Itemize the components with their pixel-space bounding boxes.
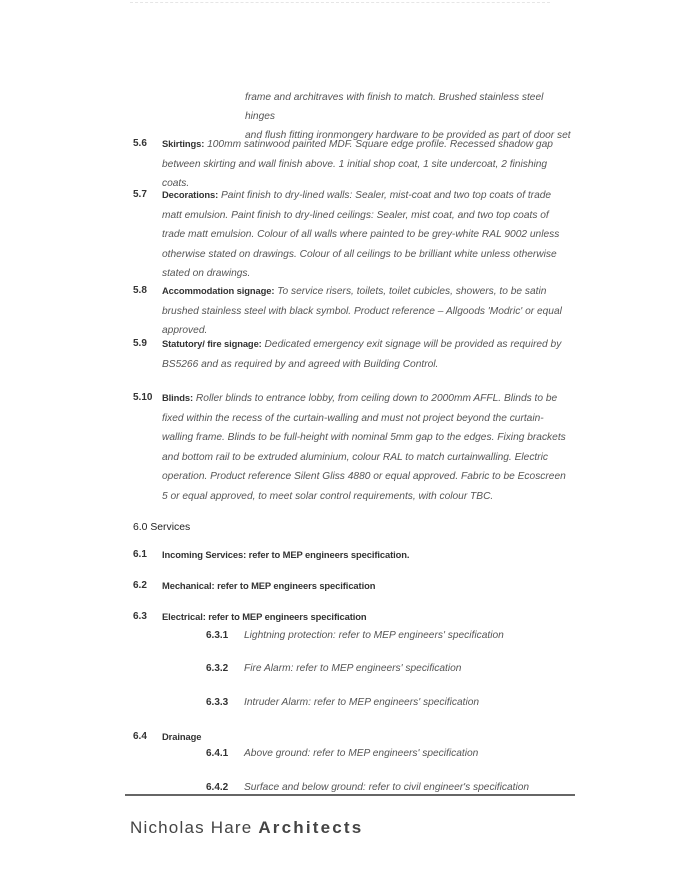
service-item-6-3 bbox=[133, 611, 573, 622]
service-number: 6.3 bbox=[133, 611, 147, 622]
sub-item-6-3-2 bbox=[206, 663, 566, 674]
service-number: 6.4 bbox=[133, 731, 147, 742]
clause-text: 100mm satinwood painted MDF. Square edge profile. Recessed shadow gap between skirting and wall finish above. 1 initial shop coat, 1 site undercoat, 2 finishing coats. bbox=[162, 139, 553, 189]
sub-item-6-4-2 bbox=[206, 782, 566, 793]
sub-item-text: Fire Alarm: refer to MEP engineers' specification bbox=[244, 663, 462, 674]
sub-item-text: Above ground: refer to MEP engineers' specification bbox=[244, 748, 479, 759]
clause-5-8 bbox=[133, 281, 573, 341]
clause-text: Dedicated emergency exit signage will be provided as required by BS5266 and as required by and agreed with Building Control. bbox=[162, 339, 562, 370]
clause-5-7 bbox=[133, 185, 573, 284]
firm-name: Nicholas Hare bbox=[130, 818, 253, 837]
clause-5-9 bbox=[133, 334, 573, 374]
clause-number: 5.6 bbox=[133, 138, 147, 149]
firm-name-strong: Architects bbox=[258, 818, 364, 837]
sub-item-6-3-3 bbox=[206, 697, 566, 708]
clause-number: 5.9 bbox=[133, 338, 147, 349]
service-item-6-4 bbox=[133, 731, 573, 742]
sub-item-number: 6.3.1 bbox=[206, 630, 229, 641]
clause-label: Decorations: bbox=[162, 189, 219, 200]
clause-label: Accommodation signage: bbox=[162, 285, 275, 296]
service-number: 6.1 bbox=[133, 549, 147, 560]
clause-label: Blinds: bbox=[162, 392, 194, 403]
sub-item-text: Intruder Alarm: refer to MEP engineers' specification bbox=[244, 697, 480, 708]
sub-item-text: Surface and below ground: refer to civil engineer's specification bbox=[244, 782, 530, 793]
section-heading-services: 6.0 Services bbox=[133, 522, 191, 533]
clause-label: Statutory/ fire signage: bbox=[162, 338, 262, 349]
clause-number: 5.8 bbox=[133, 285, 147, 296]
clause-number: 5.10 bbox=[133, 392, 153, 403]
sub-item-6-4-1 bbox=[206, 748, 566, 759]
sub-item-number: 6.4.1 bbox=[206, 748, 229, 759]
service-item-6-1 bbox=[133, 549, 573, 560]
sub-item-number: 6.4.2 bbox=[206, 782, 229, 793]
service-number: 6.2 bbox=[133, 580, 147, 591]
service-label: Mechanical: refer to MEP engineers specification bbox=[162, 580, 376, 591]
clause-5-10 bbox=[133, 388, 573, 506]
clause-text: Paint finish to dry-lined walls: Sealer, mist-coat and two top coats of trade matt emulsion. Paint finish to dry-lined ceilings: Sealer, mist coat, and two top coats of trade matt emulsion. Colour of all walls where painted to be grey-white RAL 9002 unless otherwise stated on drawings. Colour of all ceilings to be brilliant white unless otherwise stated on drawings. bbox=[162, 190, 560, 279]
clause-text: Roller blinds to entrance lobby, from ceiling down to 2000mm AFFL. Blinds to be fixed within the recess of the curtain-walling and must not project beyond the curtain-walling frame. Blinds to be full-height with nominal 5mm gap to the edges. Fixing brackets and bottom rail to be extruded aluminium, colour RAL to match curtainwalling. Electric operation. Product reference Silent Gliss 4880 or equal approved. Fabric to be Ecoscreen 5 or equal approved, to meet solar control requirements, with colour TBC. bbox=[162, 393, 566, 502]
continued-line-1: frame and architraves with finish to match. Brushed stainless steel hinges bbox=[245, 92, 544, 122]
firm-wordmark bbox=[130, 818, 363, 838]
clause-label: Skirtings: bbox=[162, 138, 205, 149]
sub-item-text: Lightning protection: refer to MEP engineers' specification bbox=[244, 630, 504, 641]
footer-divider bbox=[125, 794, 575, 796]
service-label: Drainage bbox=[162, 731, 202, 742]
service-item-6-2 bbox=[133, 580, 573, 591]
clause-text: To service risers, toilets, toilet cubicles, showers, to be satin brushed stainless steel with black symbol. Product reference – Allgoods 'Modric' or equal approved. bbox=[162, 286, 562, 336]
sub-item-number: 6.3.3 bbox=[206, 697, 229, 708]
top-dashed-line bbox=[130, 2, 550, 4]
service-label: Electrical: refer to MEP engineers specification bbox=[162, 611, 367, 622]
sub-item-number: 6.3.2 bbox=[206, 663, 229, 674]
sub-item-6-3-1 bbox=[206, 630, 566, 641]
continued-line-2: and flush fitting ironmongery hardware to be provided as part of door set bbox=[245, 130, 571, 141]
clause-number: 5.7 bbox=[133, 189, 147, 200]
service-label: Incoming Services: refer to MEP engineers specification. bbox=[162, 549, 410, 560]
